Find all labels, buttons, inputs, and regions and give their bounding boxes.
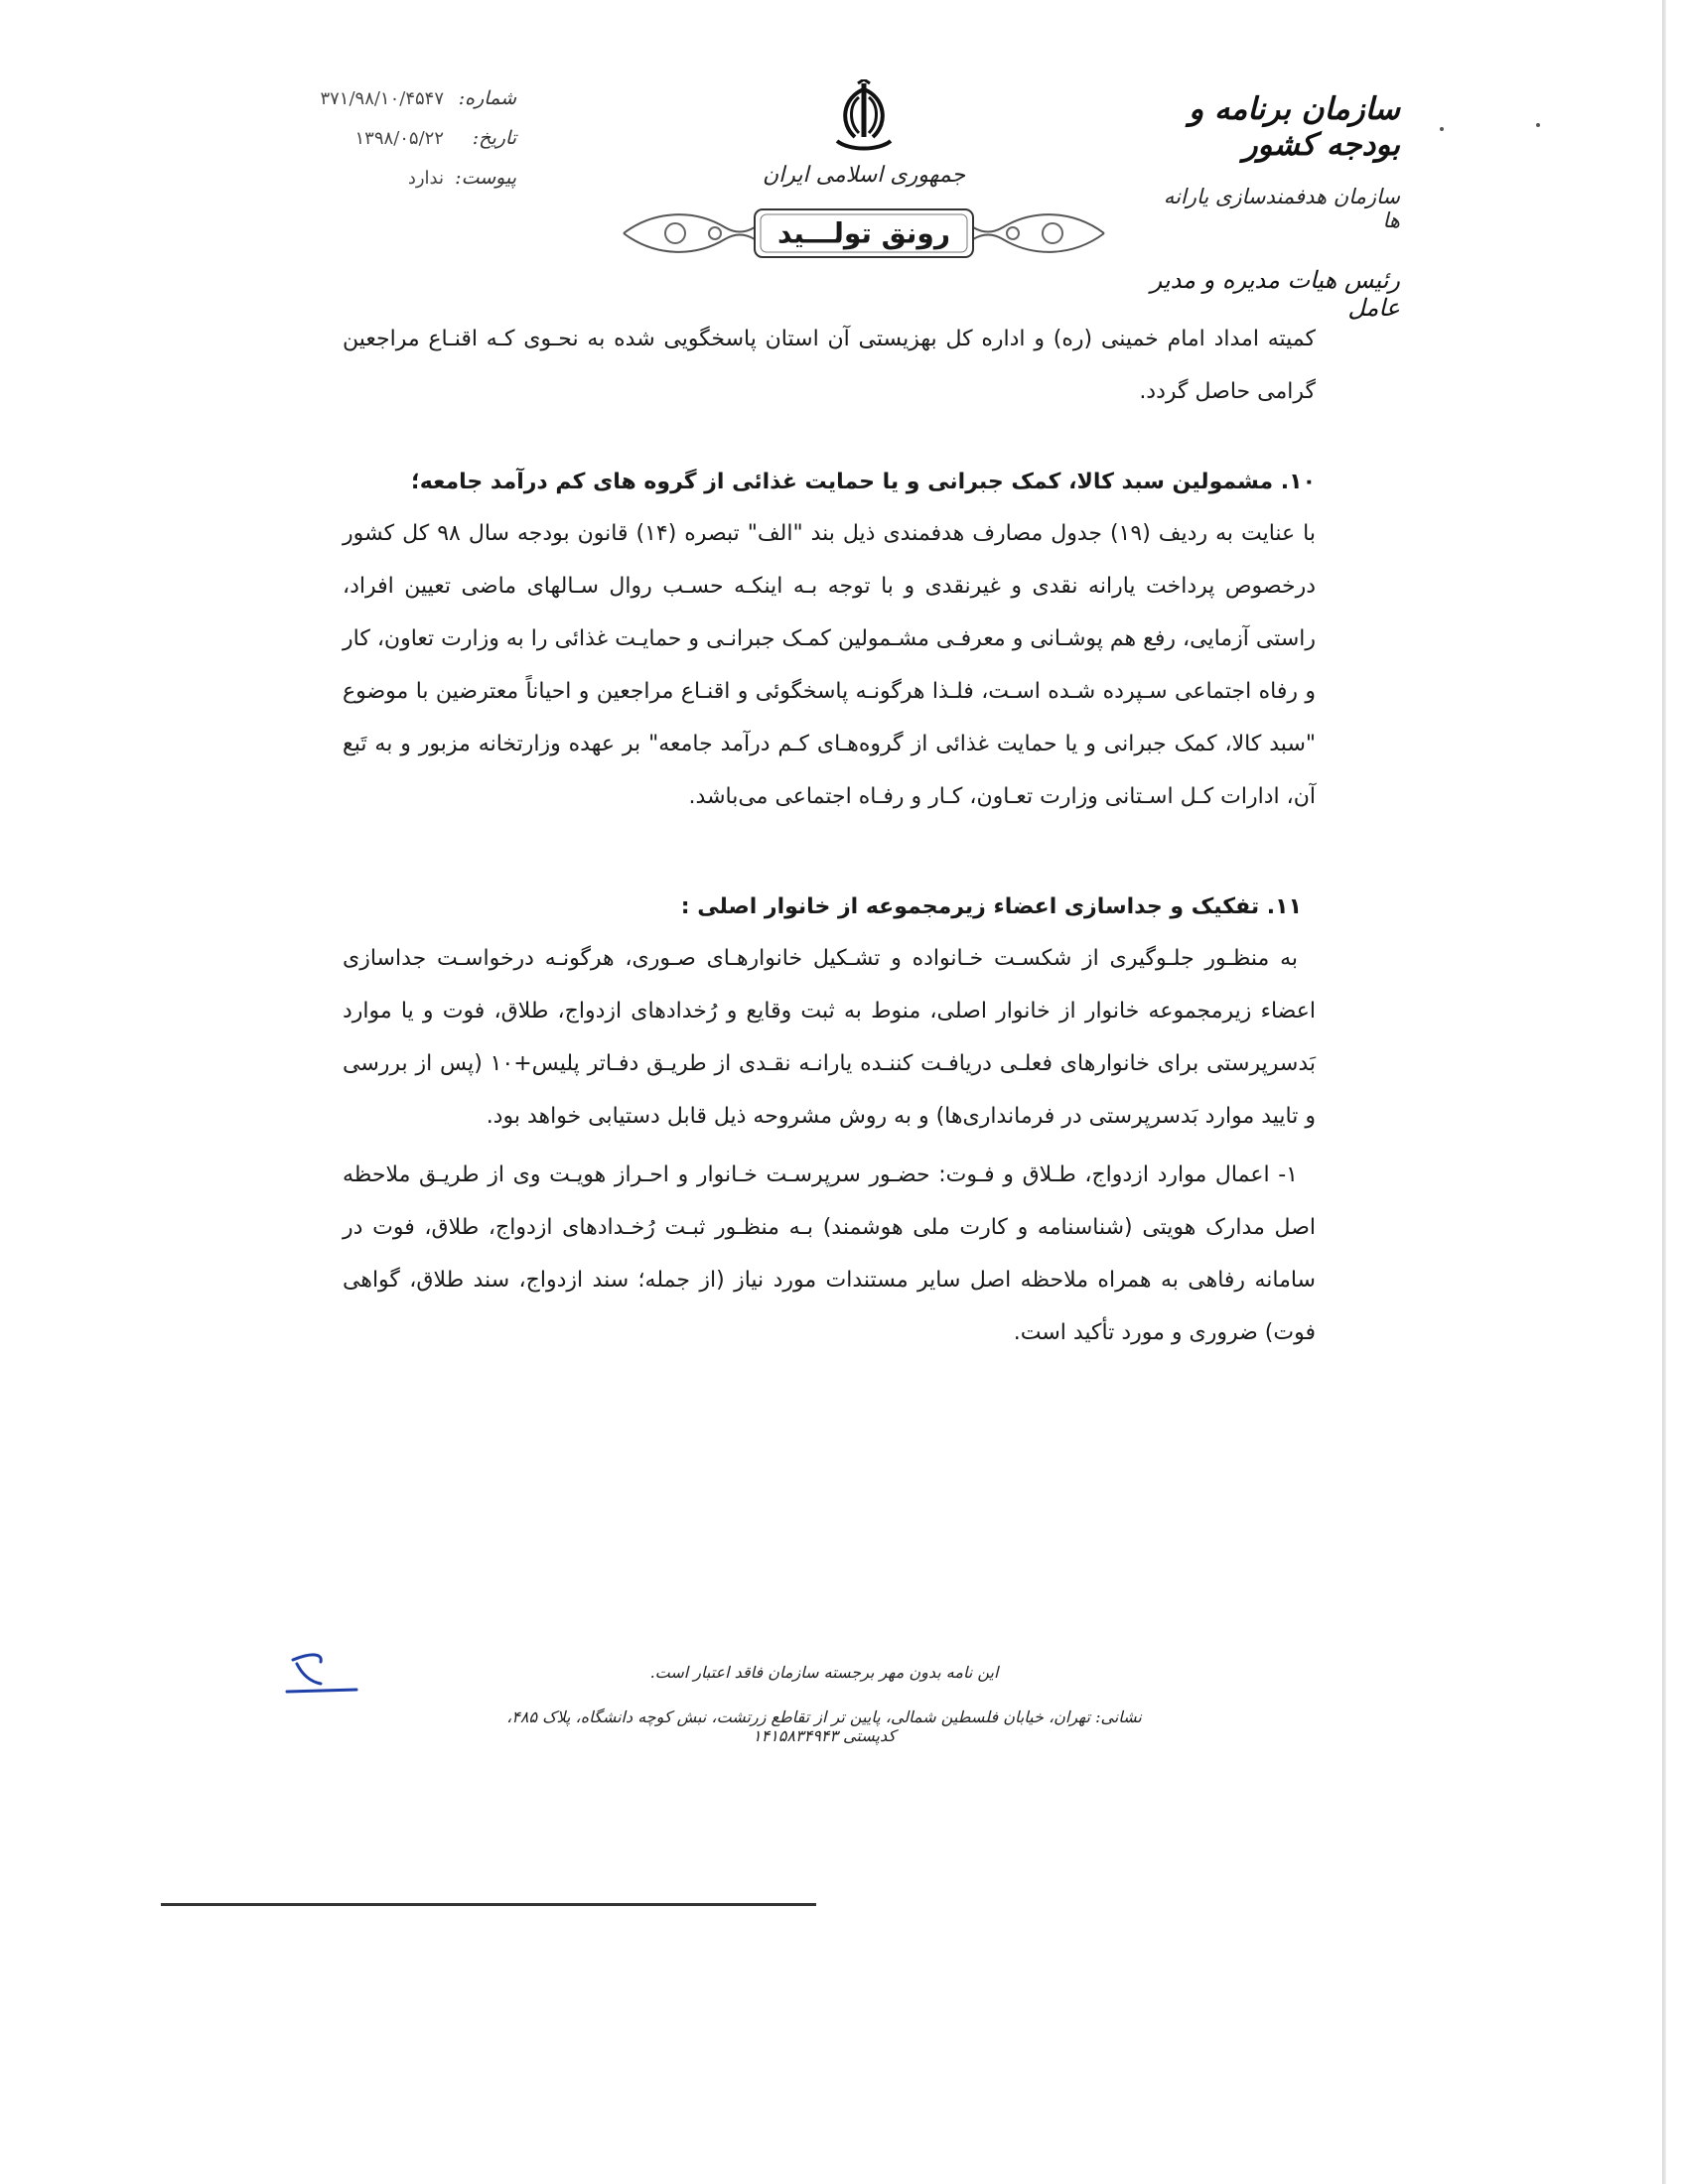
letter-attachment-row [278, 167, 516, 206]
organization-header [1142, 91, 1400, 322]
section-11-heading: ۱۱. تفکیک و جداسازی اعضاء زیرمجموعه از خانوار اصلی : [680, 894, 1302, 919]
letter-body [343, 313, 1316, 1359]
slogan-text: رونق تولـــید [777, 216, 950, 250]
section-10-paragraph: با عنایت به ردیف (۱۹) جدول مصارف هدفمندی ذیل بند "الف" تبصره (۱۴) قانون بودجه سال ۹۸ کل کشور درخصوص پرداخت یارانه نقدی و غیرنقدی و با توجه بـه اینکـه حسـب روال سـالهای ماضی تعیین افراد، راستی آزمایی، رفع هم پوشـانی و معرفـی مشـمولین کمـک جبرانـی و حمایـت غذائی را به وزارت تعاون، کار و رفاه اجتماعی سـپرده شـده اسـت، فلـذا هرگونـه پاسخگوئی و اقنـاع مراجعین و احیاناً معترضین با موضوع "سبد کالا، کمک جبرانی و یا حمایت غذائی از گروه‌هـای کـم درآمد جامعه" بر عهده وزارتخانه مزبور و به تَبع آن، ادارات کـل اسـتانی وزارت تعـاون، کـار و رفـاه اجتماعی می‌باشد. [343, 521, 1316, 809]
scan-artifact-line [161, 1903, 816, 1906]
letter-date-row [278, 127, 516, 167]
letter-meta [278, 87, 516, 206]
intro-paragraph: کمیته امداد امام خمینی (ره) و اداره کل بهزیستی آن استان پاسخگویی شده به نحـوی کـه اقنـاع مراجعین گرامی حاصل گردد. [343, 327, 1316, 404]
scan-page-edge [1662, 0, 1666, 2184]
letter-date-value: ۱۳۹۸/۰۵/۲۲ [354, 128, 444, 149]
emblem-block [616, 79, 1112, 263]
republic-title: جمهوری اسلامی ایران [762, 163, 966, 188]
scan-speck [1536, 123, 1540, 127]
footer-address: نشانی: تهران، خیابان فلسطین شمالی، پایین تر از تقاطع زرتشت، نبش کوچه دانشگاه، پلاک ۴۸۵، کدپستی ۱۴۱۵۸۳۴۹۴۳ [506, 1707, 1142, 1745]
letter-date-label: تاریخ: [472, 127, 516, 149]
organization-subtitle: سازمان هدفمندسازی یارانه ها [1163, 185, 1400, 232]
letter-number-row [278, 87, 516, 127]
scan-speck [1440, 127, 1444, 131]
letter-attachment-label: پیوست: [455, 167, 516, 189]
section-11-item-1: ۱- اعمال موارد ازدواج، طـلاق و فـوت: حضـور سرپرسـت خـانوار و احـراز هویـت وی از طریـق ملاحظه اصل مدارک هویتی (شناسنامه و کارت ملی هوشمند) بـه منظـور ثبـت رُخـدادهای ازدواج، طلاق، فوت در سامانه رفاهی به همراه ملاحظه اصل سایر مستندات مورد نیاز (از جمله؛ سند ازدواج، سند طلاق، گواهی فوت) ضروری و مورد تأکید است. [343, 1162, 1316, 1345]
footer-validity-note: این نامه بدون مهر برجسته سازمان فاقد اعتبار است. [649, 1663, 999, 1682]
slogan-banner [616, 204, 1112, 263]
letter-footer [496, 1663, 1152, 1745]
handwritten-page-mark [283, 1648, 362, 1707]
iran-emblem-icon [829, 79, 899, 159]
section-11-paragraph: به منظـور جلـوگیری از شکسـت خـانواده و تشـکیل خانوارهـای صـوری، هرگونـه درخواسـت جداسازی اعضاء زیرمجموعه خانوار از خانوار اصلی، منوط به ثبت وقایع و رُخدادهای ازدواج، طلاق، فوت و یا موارد بَدسرپرستی برای خانوارهای فعلـی دریافـت کننـده یارانـه نقـدی از طریـق دفـاتر پلیس+۱۰ (پس از بررسی و تایید موارد بَدسرپرستی در فرمانداری‌ها) و به روش مشروحه ذیل قابل دستیابی خواهد بود. [343, 946, 1316, 1129]
section-10-heading: ۱۰. مشمولین سبد کالا، کمک جبرانی و یا حمایت غذائی از گروه های کم درآمد جامعه؛ [410, 470, 1316, 494]
letter-number-label: شماره: [458, 87, 516, 109]
letter-attachment-value: ندارد [407, 168, 444, 189]
organization-title: سازمان برنامه و بودجه کشور [1189, 91, 1400, 163]
organization-head-title: رئیس هیات مدیره و مدیر عامل [1150, 266, 1400, 322]
letter-number-value: ۳۷۱/۹۸/۱۰/۴۵۴۷ [320, 88, 444, 109]
